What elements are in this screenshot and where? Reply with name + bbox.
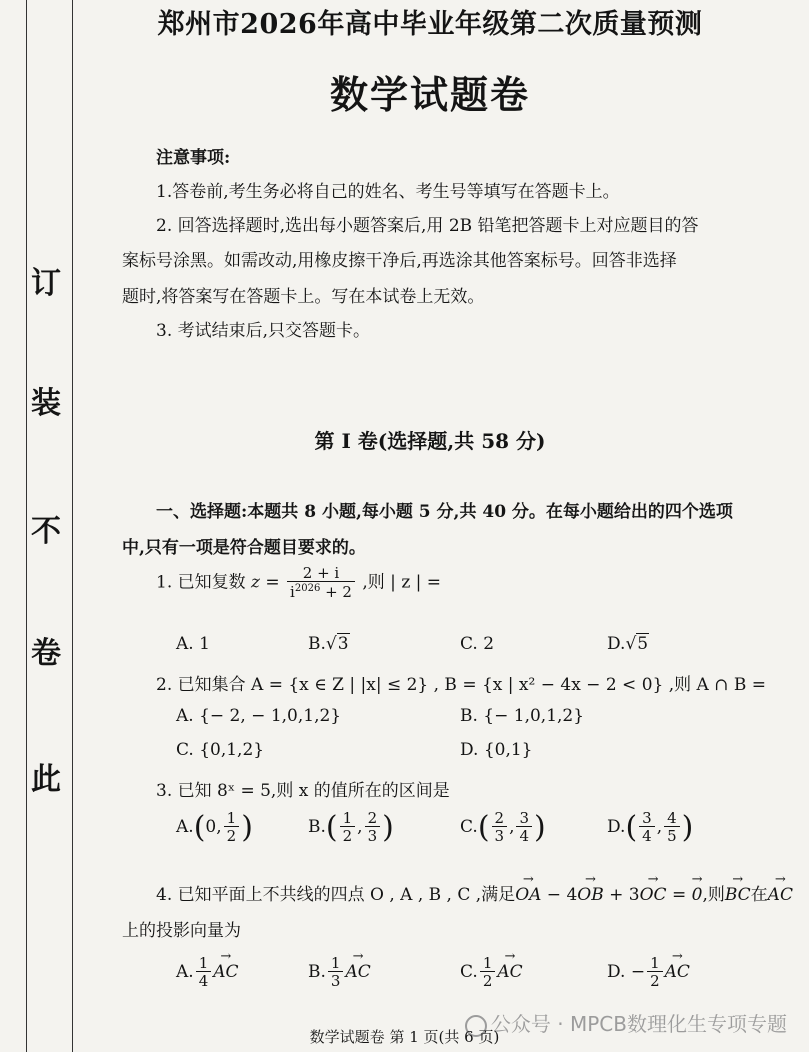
q4-option-b-label: B. (308, 962, 326, 982)
q3-a-den: 2 (224, 826, 240, 844)
q4-a-num: 1 (198, 954, 209, 972)
q3-c-d1: 3 (492, 826, 508, 844)
q3-option-d: D.( $\frac{3}{4}$ , $\frac{4}{5}$ ) (607, 809, 694, 845)
q4-vector-ob: OB → (577, 885, 603, 905)
q4-c-num: 1 (482, 954, 493, 972)
q4-option-d-frac (647, 956, 663, 989)
q3-b-d1: 2 (340, 826, 356, 844)
q1-option-d-label: D. (607, 634, 626, 654)
q4-b-num: 1 (330, 954, 341, 972)
question-4-stem-line-1 (156, 880, 793, 905)
q3-d-n1: 3 (642, 809, 652, 827)
question-1-stem (156, 566, 441, 600)
q1-option-a: A. 1 (176, 634, 210, 654)
q3-b-d2: 3 (365, 826, 381, 844)
binding-char-2: 装 (31, 386, 61, 421)
q4-option-a-vector: AC → (213, 962, 238, 982)
q4-b-den: 3 (328, 971, 344, 989)
q3-b-n1: 1 (342, 809, 353, 827)
q3-b-n2: 2 (367, 809, 378, 827)
q4-vector-oa: OA → (515, 885, 541, 905)
q3-option-a-label: A. (176, 817, 194, 837)
q4-c-den: 2 (480, 971, 496, 989)
q4-vector-zero: 0 → (692, 885, 703, 905)
part1-instructions-line-1: 一、选择题:本题共 8 小题,每小题 5 分,共 40 分。在每小题给出的四个选项 (156, 502, 733, 522)
exam-subtitle: 数学试题卷 (329, 72, 530, 117)
notice-item-2-line-3: 题时,将答案写在答题卡上。写在本试卷上无效。 (122, 287, 485, 307)
binding-char-3: 不 (31, 514, 61, 549)
q3-option-a-left: 0 (205, 817, 217, 837)
q3-d-n2: 4 (667, 809, 677, 827)
q4-op2: + 3 (603, 885, 640, 905)
q3-option-b-frac-2 (365, 811, 381, 844)
q3-option-c-frac-2 (516, 811, 532, 844)
q1-den-base: i (290, 583, 295, 601)
q2-option-b: B. {− 1,0,1,2} (460, 706, 585, 726)
q4-option-a (176, 956, 239, 989)
binding-char-4: 卷 (31, 636, 61, 671)
q1-den-rest: + 2 (320, 583, 352, 601)
notice-item-3: 3. 考试结束后,只交答题卡。 (156, 321, 371, 341)
q3-option-b-label: B. (308, 817, 326, 837)
q4-mid: ,则 (702, 885, 725, 905)
binding-line-right (72, 0, 73, 1052)
part1-instructions-line-2: 中,只有一项是符合题目要求的。 (122, 538, 366, 558)
q3-option-b-frac-1 (340, 811, 356, 844)
q4-vector-oc: OC → (640, 885, 667, 905)
q4-option-a-frac (196, 956, 212, 989)
q4-option-a-label: A. (176, 962, 194, 982)
q4-vector-ac: AC → (768, 885, 793, 905)
question-3-stem: 3. 已知 8ˣ = 5,则 x 的值所在的区间是 (156, 781, 450, 801)
q4-a-den: 4 (196, 971, 212, 989)
question-2-stem: 2. 已知集合 A = {x ∈ Z | |x| ≤ 2} , B = {x | x² − 4x − 2 < 0} ,则 A ∩ B = (156, 675, 767, 695)
q4-option-b (308, 956, 371, 989)
q3-option-a-frac (224, 811, 240, 844)
q3-option-d-frac-2 (664, 811, 680, 844)
q3-c-n1: 2 (494, 809, 505, 827)
q3-d-d1: 4 (639, 826, 655, 844)
q3-option-c-frac-1 (492, 811, 508, 844)
q2-option-a: A. {− 2, − 1,0,1,2} (176, 706, 342, 726)
q1-option-d-value: 5 (637, 634, 649, 654)
notice-item-2-line-1: 2. 回答选择题时,选出每小题答案后,用 2B 铅笔把答题卡上对应题目的答 (156, 216, 699, 236)
q1-fraction (287, 566, 355, 600)
q4-d-num: 1 (650, 954, 660, 972)
question-4-stem-line-2: 上的投影向量为 (122, 921, 241, 941)
q3-d-d2: 5 (664, 826, 680, 844)
section-title: 第 Ⅰ 卷(选择题,共 58 分) (314, 429, 546, 453)
q1-numerator: 2 + i (302, 564, 340, 582)
q1-var: z = (251, 572, 280, 593)
q3-c-d2: 4 (516, 826, 532, 844)
q1-prefix: 1. 已知复数 (156, 572, 246, 593)
q4-option-d-vector: AC → (665, 962, 690, 982)
exam-title: 郑州市2026年高中毕业年级第二次质量预测 (157, 9, 703, 40)
q1-option-b: B.√3 (308, 634, 349, 654)
binding-line-left (26, 0, 27, 1052)
q3-option-c-label: C. (460, 817, 478, 837)
binding-char-5: 此 (31, 762, 61, 797)
q3-c-n2: 3 (519, 809, 530, 827)
q3-option-b: B.( $\frac{1}{2}$ , $\frac{2}{3}$ ) (308, 809, 394, 845)
q4-option-b-frac (328, 956, 344, 989)
watermark-text: 公众号 · MPCB数理化生专项专题 (490, 1012, 787, 1036)
q1-denominator (287, 581, 355, 600)
q4-stem-pre: 4. 已知平面上不共线的四点 O , A , B , C ,满足 (156, 885, 516, 905)
notice-item-1: 1.答卷前,考生务必将自己的姓名、考生号等填写在答题卡上。 (156, 182, 620, 202)
q3-option-a: A.(0, $\frac{1}{2}$ ) (176, 809, 253, 845)
q3-option-c: C.( $\frac{2}{3}$ , $\frac{3}{4}$ ) (460, 809, 546, 845)
q1-den-exp: 2026 (294, 583, 321, 594)
q2-option-d: D. {0,1} (460, 740, 533, 760)
q4-option-d-label: D. − (607, 962, 646, 982)
q4-op3: = (666, 885, 692, 905)
q3-option-d-frac-1 (639, 811, 655, 844)
q1-option-b-label: B. (308, 634, 326, 654)
q1-option-b-value: 3 (337, 634, 349, 654)
q4-option-c-frac (480, 956, 496, 989)
q4-vector-bc: BC → (725, 885, 751, 905)
q4-option-b-vector: AC → (345, 962, 370, 982)
q4-option-d (607, 956, 690, 989)
notice-heading: 注意事项: (156, 148, 231, 168)
q4-option-c (460, 956, 523, 989)
q1-suffix: ,则 | z | = (362, 572, 442, 593)
binding-char-1: 订 (31, 266, 61, 301)
q4-d-den: 2 (647, 971, 663, 989)
q4-option-c-vector: AC → (497, 962, 522, 982)
q4-in: 在 (750, 885, 768, 905)
q4-op1: − 4 (541, 885, 578, 905)
q1-option-c: C. 2 (460, 634, 495, 654)
q3-option-d-label: D. (607, 817, 626, 837)
notice-item-2-line-2: 案标号涂黑。如需改动,用橡皮擦干净后,再选涂其他答案标号。回答非选择 (122, 251, 677, 271)
q2-option-c: C. {0,1,2} (176, 740, 265, 760)
q3-a-num: 1 (226, 809, 237, 827)
page-footer: 数学试题卷 第 1 页(共 6 页) (309, 1028, 500, 1046)
q4-option-c-label: C. (460, 962, 478, 982)
q1-option-d: D.√5 (607, 634, 649, 654)
